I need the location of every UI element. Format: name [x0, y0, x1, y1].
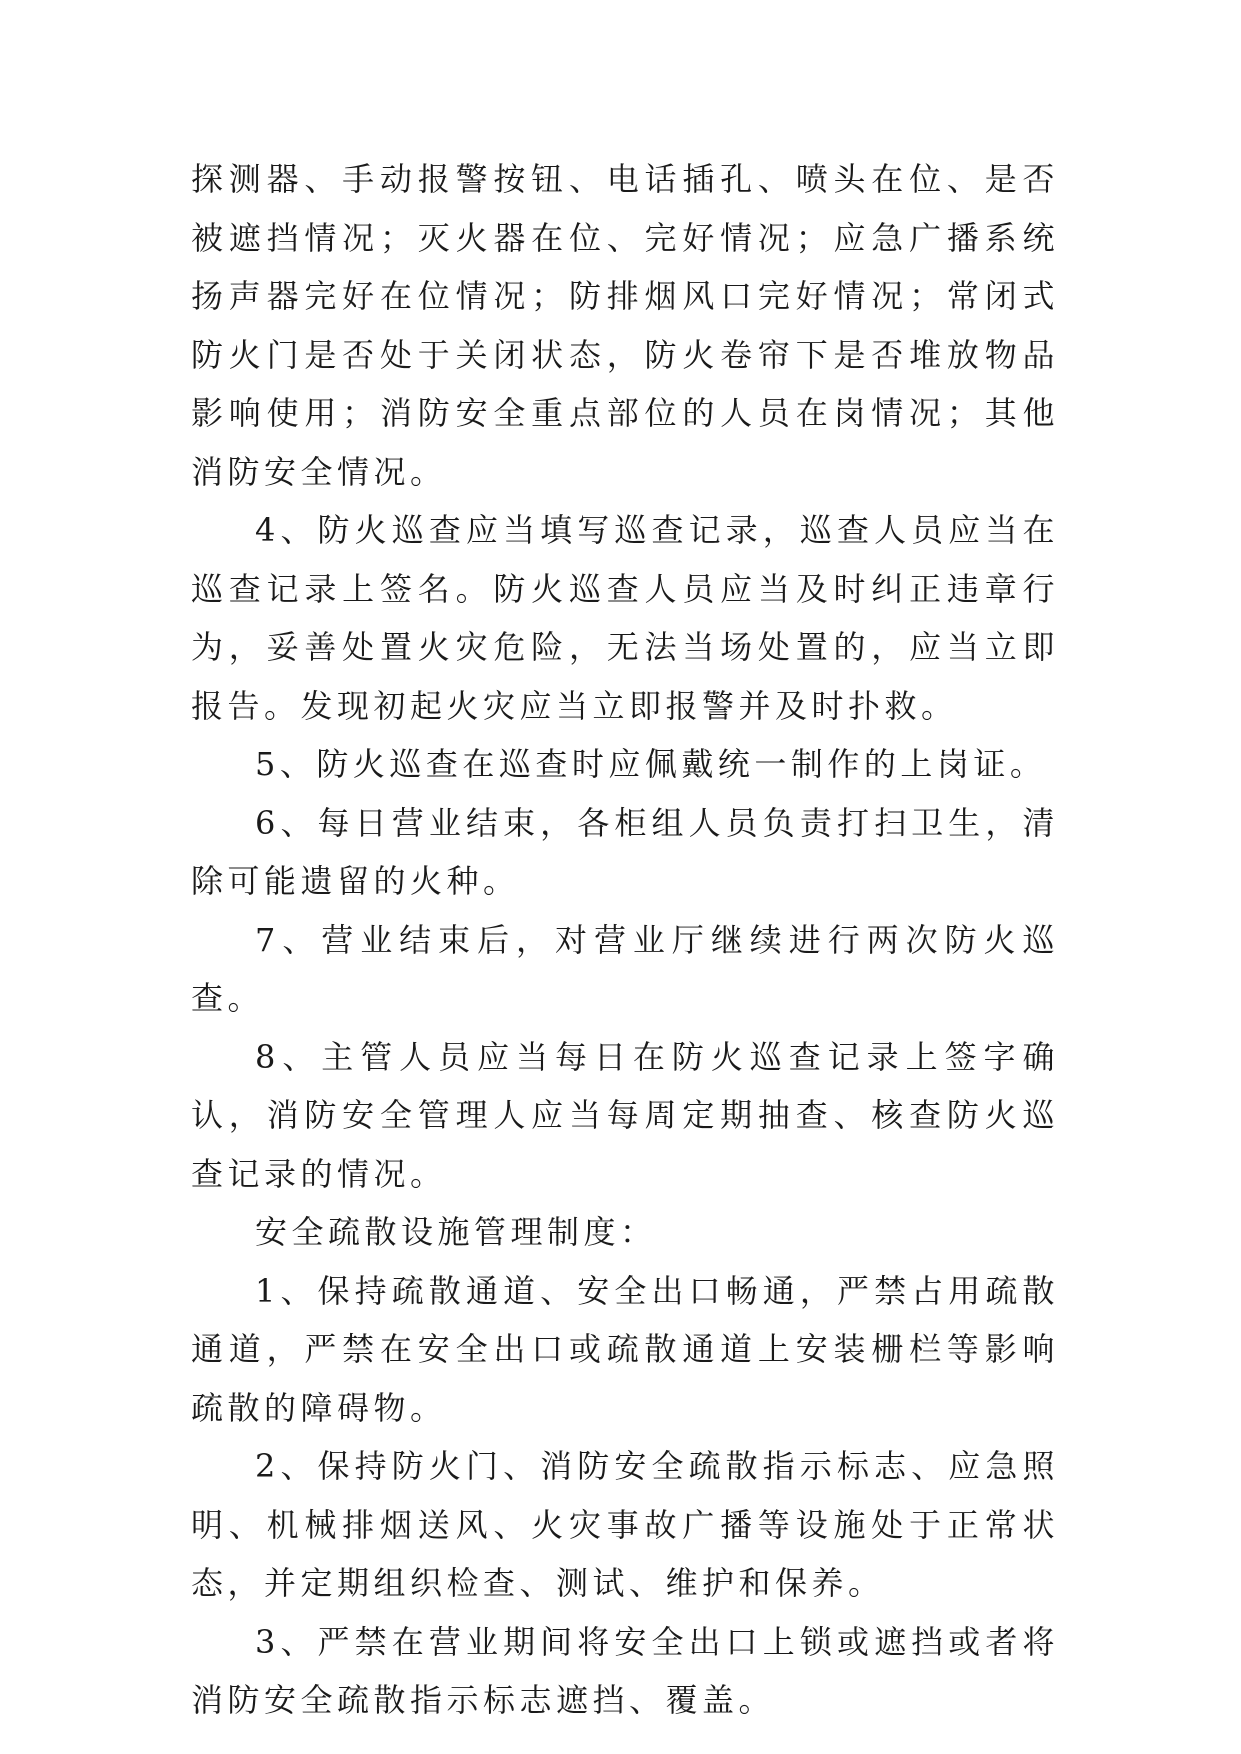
- paragraph-evacuation-item-3: 3、严禁在营业期间将安全出口上锁或遮挡或者将消防安全疏散指示标志遮挡、覆盖。: [191, 1622, 1059, 1719]
- paragraph-evacuation-item-1: 1、保持疏散通道、安全出口畅通，严禁占用疏散通道，严禁在安全出口或疏散通道上安装栅栏等影响疏散的障碍物。: [191, 1271, 1059, 1427]
- paragraph-item-6: 6、每日营业结束，各柜组人员负责打扫卫生，清除可能遗留的火种。: [191, 803, 1059, 900]
- paragraph-item-4: 4、防火巡查应当填写巡查记录，巡查人员应当在巡查记录上签名。防火巡查人员应当及时纠正违章行为，妥善处置火灾危险，无法当场处置的，应当立即报告。发现初起火灾应当立即报警并及时扑救。: [191, 511, 1059, 725]
- paragraph-item-8: 8、主管人员应当每日在防火巡查记录上签字确认，消防安全管理人应当每周定期抽查、核查防火巡查记录的情况。: [191, 1037, 1059, 1193]
- document-body: [191, 150, 1059, 1730]
- paragraph-item-5: 5、防火巡查在巡查时应佩戴统一制作的上岗证。: [255, 745, 1047, 783]
- paragraph-item-7: 7、营业结束后，对营业厅继续进行两次防火巡查。: [191, 920, 1059, 1017]
- paragraph-inspection-items: 探测器、手动报警按钮、电话插孔、喷头在位、是否被遮挡情况；灭火器在位、完好情况；应急广播系统扬声器完好在位情况；防排烟风口完好情况；常闭式防火门是否处于关闭状态，防火卷帘下是否堆放物品影响使用；消防安全重点部位的人员在岗情况；其他消防安全情况。: [191, 160, 1059, 491]
- paragraph-evacuation-item-2: 2、保持防火门、消防安全疏散指示标志、应急照明、机械排烟送风、火灾事故广播等设施处于正常状态，并定期组织检查、测试、维护和保养。: [191, 1447, 1059, 1602]
- section-heading-evacuation: 安全疏散设施管理制度：: [255, 1213, 657, 1251]
